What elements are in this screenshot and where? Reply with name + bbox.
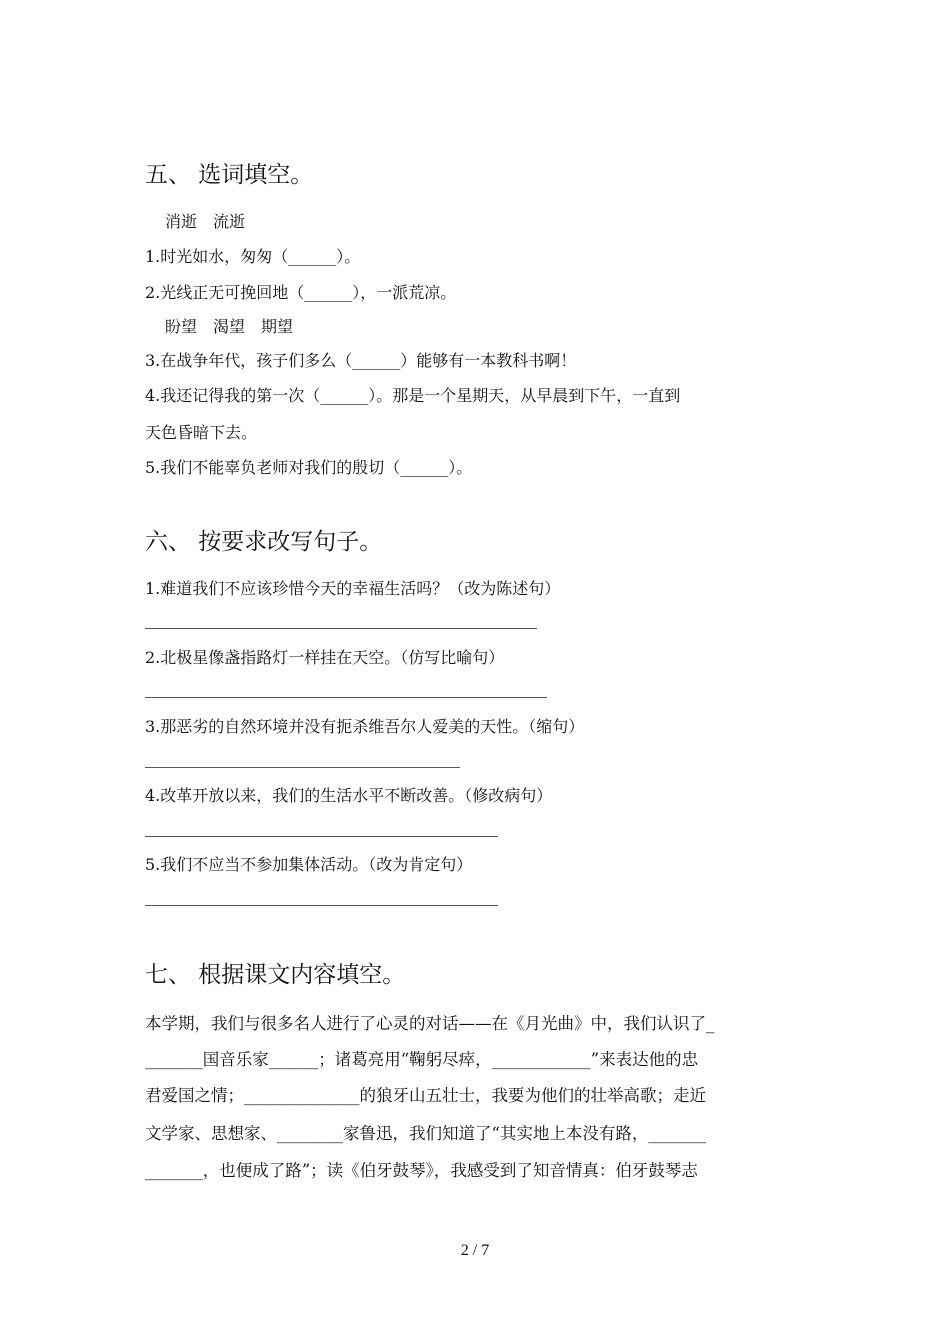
answer-line-5[interactable] xyxy=(145,905,498,906)
section-6-question-1: 1.难道我们不应该珍惜今天的幸福生活吗？（改为陈述句） xyxy=(145,579,561,598)
answer-line-4[interactable] xyxy=(145,836,498,837)
section-6-question-4: 4.改革开放以来，我们的生活水平不断改善。（修改病句） xyxy=(145,786,553,805)
section-7-paragraph-line-2: _______国音乐家______；诸葛亮用“鞠躬尽瘁，____________”来表达他的忠 xyxy=(145,1050,699,1069)
section-7-paragraph-line-4: 文学家、思想家、________家鲁迅，我们知道了“其实地上本没有路，_______ xyxy=(145,1124,707,1143)
section-6-title: 六、 按要求改写句子。 xyxy=(145,529,383,555)
section-5-question-4-line-1: 4.我还记得我的第一次（______）。那是一个星期天，从早晨到下午，一直到 xyxy=(145,386,681,405)
section-5-question-5: 5.我们不能辜负老师对我们的殷切（______）。 xyxy=(145,458,473,477)
section-7-paragraph-line-5: _______，也便成了路”；读《伯牙鼓琴》，我感受到了知音情真：伯牙鼓琴志 xyxy=(145,1161,698,1180)
section-5-question-3: 3.在战争年代，孩子们多么（______）能够有一本教科书啊！ xyxy=(145,351,577,370)
section-6-question-3: 3.那恶劣的自然环境并没有扼杀维吾尔人爱美的天性。（缩句） xyxy=(145,717,585,736)
section-5-question-1: 1.时光如水，匆匆（______）。 xyxy=(145,247,361,266)
section-7-title: 七、 根据课文内容填空。 xyxy=(145,962,406,988)
answer-line-1[interactable] xyxy=(145,628,537,629)
section-7-paragraph-line-1: 本学期，我们与很多名人进行了心灵的对话——在《月光曲》中，我们认识了_ xyxy=(145,1014,715,1033)
section-5-question-2: 2.光线正无可挽回地（______），一派荒凉。 xyxy=(145,283,457,302)
section-7-paragraph-line-3: 君爱国之情；______________的狼牙山五壮士，我要为他们的壮举高歌；走近 xyxy=(145,1086,706,1105)
answer-line-3[interactable] xyxy=(145,767,460,768)
section-6-question-2: 2.北极星像盏指路灯一样挂在天空。（仿写比喻句） xyxy=(145,648,505,667)
section-5-title: 五、 选词填空。 xyxy=(145,162,314,188)
section-6-question-5: 5.我们不应当不参加集体活动。（改为肯定句） xyxy=(145,855,473,874)
section-5-question-4-line-2: 天色昏暗下去。 xyxy=(145,423,258,442)
word-choices-1: 消逝 流逝 xyxy=(165,212,246,231)
answer-line-2[interactable] xyxy=(145,697,547,698)
word-choices-2: 盼望 渴望 期望 xyxy=(165,317,294,336)
page-number: 2 / 7 xyxy=(460,1242,490,1259)
